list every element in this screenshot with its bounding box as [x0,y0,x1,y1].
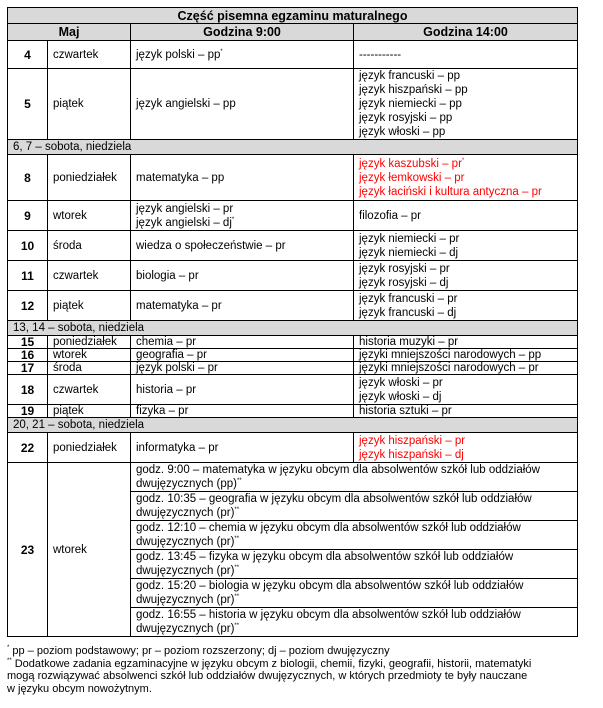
table-row [8,349,578,362]
day-number: 5 [8,69,48,140]
footnote-2-cont: w języku obcym nowożytnym. [7,682,152,695]
weekday: piątek [48,291,131,321]
header-month: Maj [8,24,131,41]
exam-item: język niemiecki – pr [359,232,460,245]
footnote-mark: * [231,216,235,223]
afternoon-exam [354,155,578,201]
day-number: 8 [8,155,48,201]
weekday: czwartek [48,41,131,69]
exam-item: język włoski – pp [359,126,446,138]
weekday: środa [48,362,131,375]
exam-item: historia – pr [136,383,197,396]
morning-exam [131,433,354,463]
footnote-mark: * [220,48,223,55]
day-number: 17 [8,362,48,375]
morning-exam [131,291,354,321]
exam-item-text: język kaszubski – pr [359,157,462,170]
bilingual-session [131,521,578,550]
morning-exam [131,201,354,231]
morning-exam: geografia – pr [131,349,354,362]
bilingual-session [131,550,578,579]
day-number: 18 [8,375,48,405]
table-row [8,155,578,201]
exam-item: język niemiecki – dj [359,246,459,259]
day-number: 16 [8,349,48,362]
footnote-mark: * [461,157,465,164]
weekday: wtorek [48,201,131,231]
exam-item: język polski – pp [136,48,221,61]
table-row [8,231,578,261]
footnote-mark: ** [234,594,240,600]
table-row [8,69,578,140]
session-line: dwujęzycznych (pr) [136,565,235,577]
afternoon-exam [354,433,578,463]
day-number: 22 [8,433,48,463]
afternoon-exam [354,201,578,231]
morning-exam [131,231,354,261]
afternoon-exam [354,41,578,69]
afternoon-exam [354,261,578,291]
exam-item-new: język hiszpański – pr [359,434,466,447]
footnote-text: Dodatkowe zadania egzaminacyjne w języku obcym z biologii, chemii, fizyki, geografii, historii, matematyki [14,657,532,670]
table-row [8,362,578,375]
afternoon-exam: języki mniejszości narodowych – pp [354,349,578,362]
footnote-1 [7,645,597,658]
day-number: 11 [8,261,48,291]
weekend-row [8,418,578,433]
footnote-mark: ** [7,657,12,664]
weekday: czwartek [48,375,131,405]
day-number: 4 [8,41,48,69]
weekend-label: 6, 7 – sobota, niedziela [8,140,578,155]
table-row [8,463,578,492]
morning-exam [131,41,354,69]
bilingual-session [131,463,578,492]
session-line: godz. 10:35 – geografia w języku obcym dla absolwentów szkół lub oddziałów [136,493,532,505]
table-row [8,291,578,321]
session-line: godz. 12:10 – chemia w języku obcym dla absolwentów szkół lub oddziałów [136,522,521,534]
footnote-mark: ** [234,536,240,542]
day-number: 15 [8,336,48,349]
exam-item: filozofia – pr [359,209,422,222]
footnote-2 [7,658,597,671]
afternoon-exam: języki mniejszości narodowych – pr [354,362,578,375]
weekend-label: 13, 14 – sobota, niedziela [8,321,578,336]
table-row [8,433,578,463]
weekday: poniedziałek [48,336,131,349]
session-line: godz. 16:55 – historia w języku obcym dla absolwentów szkół lub oddziałów [136,609,521,621]
session-line: godz. 13:45 – fizyka w języku obcym dla absolwentów szkół lub oddziałów [136,551,514,563]
session-line: godz. 9:00 – matematyka w języku obcym dla absolwentów szkół lub oddziałów [136,464,540,476]
weekday: piątek [48,405,131,418]
exam-item: biologia – pr [136,269,199,282]
afternoon-exam: historia muzyki – pr [354,336,578,349]
morning-exam: fizyka – pr [131,405,354,418]
morning-exam [131,375,354,405]
exam-item: ----------- [359,48,402,61]
session-line: dwujęzycznych (pr) [136,594,235,606]
footnote-mark: * [7,645,10,651]
session-line: dwujęzycznych (pp) [136,478,237,490]
weekend-row [8,140,578,155]
weekday: wtorek [48,463,131,637]
morning-exam [131,261,354,291]
exam-item: język angielski – pp [136,98,236,110]
morning-exam: chemia – pr [131,336,354,349]
weekday: poniedziałek [48,155,131,201]
exam-item-new: język hiszpański – dj [359,448,464,461]
table-row [8,405,578,418]
afternoon-exam: historia sztuki – pr [354,405,578,418]
exam-item: język włoski – pr [359,376,443,389]
exam-item: język rosyjski – pr [359,262,450,275]
table-row [8,41,578,69]
day-number: 23 [8,463,48,637]
table-title-row [8,8,578,24]
weekend-row [8,321,578,336]
footnote-2-cont: mogą rozwiązywać absolwenci szkół lub oddziałów dwujęzycznych, w których przedmioty te były nauczane [7,670,528,682]
footnotes [7,645,597,695]
footnote-text: pp – poziom podstawowy; pr – poziom rozszerzony; dj – poziom dwujęzyczny [12,645,390,657]
table-row [8,375,578,405]
exam-item-new: język łemkowski – pr [359,171,465,184]
exam-item: wiedza o społeczeństwie – pr [136,239,286,252]
afternoon-exam [354,375,578,405]
header-morning: Godzina 9:00 [131,24,354,41]
weekday: czwartek [48,261,131,291]
exam-item: język francuski – pr [359,292,458,305]
bilingual-session [131,492,578,521]
morning-exam [131,155,354,201]
weekday: piątek [48,69,131,140]
footnote-mark: ** [234,507,240,513]
morning-exam [131,69,354,140]
exam-item: matematyka – pp [136,171,225,184]
exam-item: język hiszpański – pp [359,84,468,96]
exam-schedule-table [7,7,578,637]
afternoon-exam [354,69,578,140]
day-number: 9 [8,201,48,231]
footnote-mark: ** [236,478,242,484]
exam-item: język francuski – pp [359,70,460,82]
table-row [8,201,578,231]
footnote-mark: ** [234,623,240,629]
exam-item: język francuski – dj [359,306,457,319]
weekday: środa [48,231,131,261]
exam-item: matematyka – pr [136,299,222,312]
day-number: 12 [8,291,48,321]
afternoon-exam [354,231,578,261]
session-line: dwujęzycznych (pr) [136,536,235,548]
weekday: poniedziałek [48,433,131,463]
afternoon-exam [354,291,578,321]
day-number: 10 [8,231,48,261]
weekday: wtorek [48,349,131,362]
day-number: 19 [8,405,48,418]
footnote-mark: ** [234,565,240,571]
exam-item-new [359,157,572,171]
exam-item: język rosyjski – dj [359,276,449,289]
header-afternoon: Godzina 14:00 [354,24,578,41]
table-row [8,261,578,291]
table-header-row [8,24,578,41]
exam-item: język niemiecki – pp [359,98,462,110]
exam-item [136,216,348,230]
exam-item: język włoski – dj [359,390,442,403]
bilingual-session [131,608,578,637]
exam-item-new: język łaciński i kultura antyczna – pr [359,185,542,198]
bilingual-session [131,579,578,608]
table-title: Część pisemna egzaminu maturalnego [8,8,578,24]
morning-exam: język polski – pr [131,362,354,375]
table-row [8,336,578,349]
exam-item-text: język angielski – dj [136,216,232,229]
exam-item: język angielski – pr [136,202,234,215]
exam-item: informatyka – pr [136,441,219,454]
weekend-label: 20, 21 – sobota, niedziela [8,418,578,433]
exam-item: język rosyjski – pp [359,112,453,124]
session-line: dwujęzycznych (pr) [136,623,235,635]
session-line: godz. 15:20 – biologia w języku obcym dla absolwentów szkół lub oddziałów [136,580,524,592]
session-line: dwujęzycznych (pr) [136,507,235,519]
